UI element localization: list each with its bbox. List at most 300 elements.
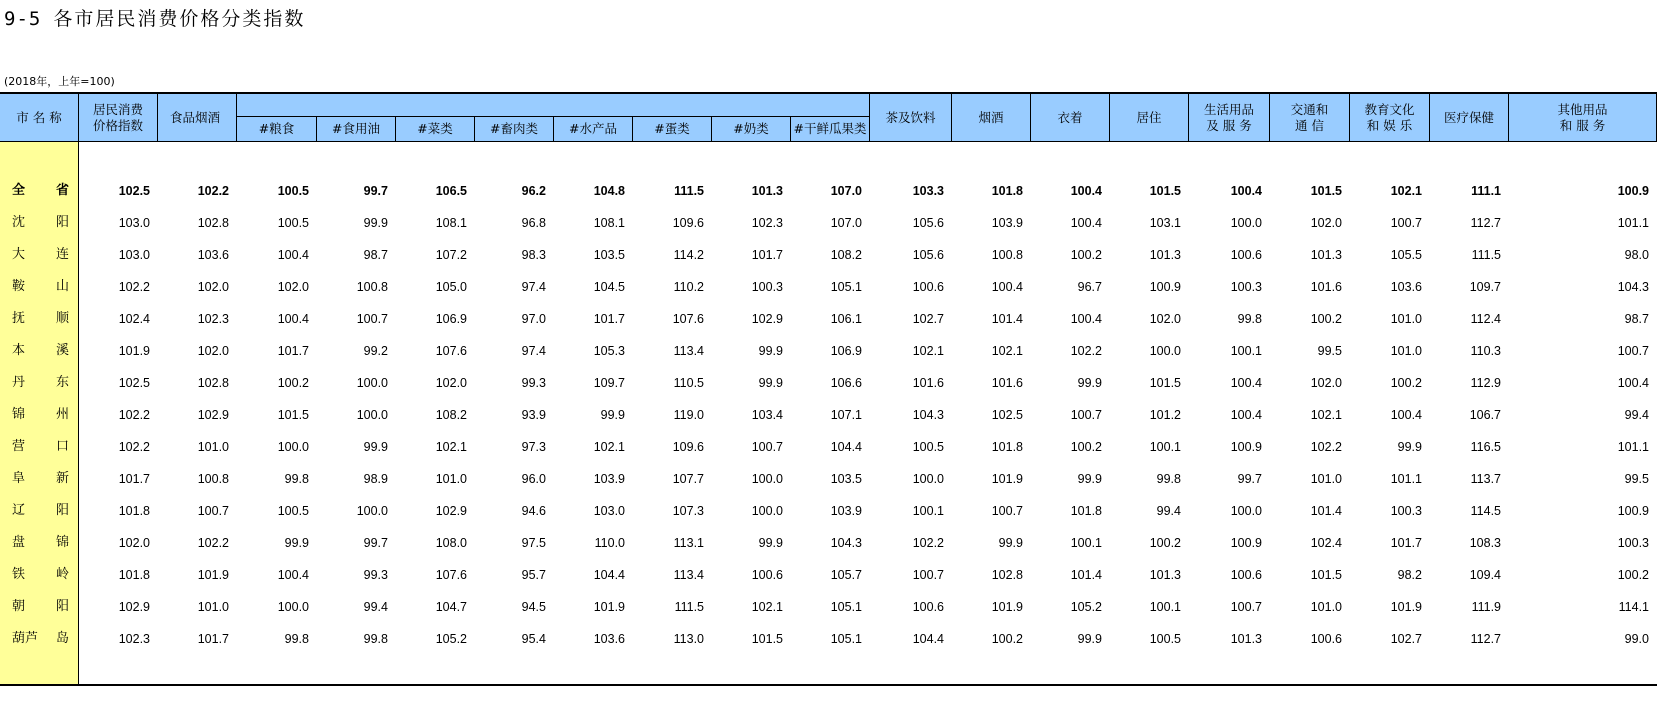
cell-food: 101.7 bbox=[197, 632, 229, 646]
cell-clothing: 96.7 bbox=[1077, 280, 1102, 294]
table-row bbox=[0, 239, 1657, 271]
cell-milk: 102.1 bbox=[751, 600, 783, 614]
cell-other: 99.5 bbox=[1624, 472, 1649, 486]
cell-clothing: 100.4 bbox=[1070, 216, 1102, 230]
cell-food: 102.2 bbox=[197, 536, 229, 550]
cell-oil: 99.3 bbox=[363, 568, 388, 582]
city-name-part: 本 bbox=[12, 343, 26, 358]
cell-aquatic: 104.4 bbox=[593, 568, 625, 582]
city-name-part: 鞍 bbox=[12, 279, 26, 294]
cell-milk: 99.9 bbox=[758, 376, 783, 390]
header-egg: #蛋类 bbox=[633, 117, 712, 142]
cell-veg: 105.2 bbox=[435, 632, 467, 646]
cell-milk: 99.9 bbox=[758, 344, 783, 358]
table-row bbox=[0, 303, 1657, 335]
cell-food: 102.3 bbox=[197, 312, 229, 326]
cell-tobacco: 102.8 bbox=[991, 568, 1023, 582]
cell-tea: 100.6 bbox=[912, 600, 944, 614]
cell-grain: 100.5 bbox=[277, 216, 309, 230]
table-code: 9-5 bbox=[4, 8, 42, 30]
cell-transport: 101.5 bbox=[1310, 568, 1342, 582]
cell-tea: 102.2 bbox=[912, 536, 944, 550]
header-cpi: 居民消费 价格指数 bbox=[79, 94, 158, 142]
cell-meat: 95.7 bbox=[521, 568, 546, 582]
cell-aquatic: 101.9 bbox=[593, 600, 625, 614]
cell-household: 101.3 bbox=[1230, 632, 1262, 646]
cell-meat: 98.3 bbox=[521, 248, 546, 262]
cell-egg: 113.4 bbox=[673, 344, 704, 358]
cell-food: 103.6 bbox=[197, 248, 229, 262]
cell-education: 100.3 bbox=[1390, 504, 1422, 518]
cell-other: 100.4 bbox=[1617, 376, 1649, 390]
cell-milk: 100.0 bbox=[751, 504, 783, 518]
cell-meat: 97.3 bbox=[521, 440, 546, 454]
cell-education: 102.1 bbox=[1390, 184, 1422, 198]
cell-meat: 94.5 bbox=[521, 600, 546, 614]
cell-oil: 100.0 bbox=[356, 408, 388, 422]
cell-fruit: 105.7 bbox=[830, 568, 862, 582]
cell-medical: 112.7 bbox=[1470, 216, 1501, 230]
cell-food: 100.7 bbox=[197, 504, 229, 518]
header-city: 市 名 称 bbox=[0, 94, 79, 142]
cell-tea: 100.0 bbox=[912, 472, 944, 486]
table-title-text: 各市居民消费价格分类指数 bbox=[53, 8, 306, 30]
cell-transport: 101.6 bbox=[1310, 280, 1342, 294]
city-name-part: 岛 bbox=[55, 631, 69, 646]
cell-housing: 100.1 bbox=[1149, 440, 1181, 454]
cell-food: 102.0 bbox=[197, 344, 229, 358]
cell-household: 100.4 bbox=[1230, 408, 1262, 422]
cell-egg: 113.1 bbox=[673, 536, 704, 550]
city-name bbox=[0, 271, 79, 303]
city-name-part: 口 bbox=[55, 439, 69, 454]
cell-education: 101.0 bbox=[1390, 344, 1422, 358]
cell-veg: 107.6 bbox=[435, 344, 467, 358]
cell-fruit: 106.6 bbox=[830, 376, 862, 390]
cell-other: 100.2 bbox=[1617, 568, 1649, 582]
cell-meat: 97.4 bbox=[521, 280, 546, 294]
cell-housing: 101.5 bbox=[1149, 376, 1181, 390]
cell-tobacco: 103.9 bbox=[991, 216, 1023, 230]
cell-milk: 101.5 bbox=[751, 632, 783, 646]
cell-milk: 102.3 bbox=[751, 216, 783, 230]
header-transport: 交通和 通 信 bbox=[1270, 94, 1350, 142]
cell-medical: 108.3 bbox=[1469, 536, 1501, 550]
cell-meat: 99.3 bbox=[521, 376, 546, 390]
cell-food: 101.0 bbox=[197, 600, 229, 614]
cell-fruit: 104.4 bbox=[830, 440, 862, 454]
table-row bbox=[0, 495, 1657, 527]
cell-meat: 96.2 bbox=[521, 184, 546, 198]
cell-household: 100.4 bbox=[1230, 184, 1262, 198]
header-education: 教育文化 和 娱 乐 bbox=[1350, 94, 1430, 142]
cell-household: 100.9 bbox=[1230, 440, 1262, 454]
city-name bbox=[0, 207, 79, 239]
city-name-part: 抚 bbox=[12, 311, 26, 326]
cell-egg: 111.5 bbox=[674, 184, 704, 198]
cell-medical: 113.7 bbox=[1470, 472, 1501, 486]
cell-education: 100.7 bbox=[1390, 216, 1422, 230]
cell-grain: 100.0 bbox=[277, 600, 309, 614]
cell-food: 102.2 bbox=[197, 184, 229, 198]
city-name bbox=[0, 527, 79, 559]
cell-household: 100.4 bbox=[1230, 376, 1262, 390]
header-medical: 医疗保健 bbox=[1430, 94, 1509, 142]
cell-education: 101.1 bbox=[1390, 472, 1422, 486]
city-name-part: 阳 bbox=[55, 215, 69, 230]
cell-transport: 101.4 bbox=[1310, 504, 1342, 518]
cell-household: 99.7 bbox=[1237, 472, 1262, 486]
city-name bbox=[0, 591, 79, 623]
cell-household: 100.1 bbox=[1230, 344, 1262, 358]
cell-egg: 110.5 bbox=[673, 376, 704, 390]
cell-egg: 119.0 bbox=[673, 408, 704, 422]
cell-oil: 100.0 bbox=[356, 504, 388, 518]
cell-other: 100.9 bbox=[1617, 504, 1649, 518]
cell-cpi: 101.8 bbox=[118, 504, 150, 518]
cell-aquatic: 105.3 bbox=[593, 344, 625, 358]
cell-meat: 96.8 bbox=[521, 216, 546, 230]
cell-tea: 103.3 bbox=[912, 184, 944, 198]
header-milk: #奶类 bbox=[712, 117, 791, 142]
cell-education: 101.9 bbox=[1390, 600, 1422, 614]
cell-grain: 101.5 bbox=[277, 408, 309, 422]
cell-oil: 100.0 bbox=[356, 376, 388, 390]
cell-tobacco: 99.9 bbox=[998, 536, 1023, 550]
cell-aquatic: 103.6 bbox=[593, 632, 625, 646]
cell-food: 102.8 bbox=[197, 376, 229, 390]
cell-meat: 97.5 bbox=[521, 536, 546, 550]
cell-tobacco: 100.4 bbox=[991, 280, 1023, 294]
cell-household: 100.0 bbox=[1230, 216, 1262, 230]
cell-oil: 99.9 bbox=[363, 440, 388, 454]
city-name-part: 岭 bbox=[55, 567, 69, 582]
city-name-part: 大 bbox=[12, 247, 26, 262]
city-name-part: 沈 bbox=[12, 215, 26, 230]
cell-egg: 109.6 bbox=[672, 440, 704, 454]
cell-veg: 107.2 bbox=[435, 248, 467, 262]
cell-cpi: 102.2 bbox=[118, 280, 150, 294]
cell-tobacco: 100.2 bbox=[991, 632, 1023, 646]
cell-housing: 99.4 bbox=[1156, 504, 1181, 518]
cell-clothing: 99.9 bbox=[1077, 376, 1102, 390]
cell-education: 105.5 bbox=[1390, 248, 1422, 262]
city-name bbox=[0, 367, 79, 399]
cell-milk: 100.7 bbox=[751, 440, 783, 454]
city-name-part: 阳 bbox=[55, 503, 69, 518]
city-name-part: 溪 bbox=[55, 343, 69, 358]
cell-education: 102.7 bbox=[1390, 632, 1422, 646]
city-name bbox=[0, 559, 79, 591]
cell-grain: 100.5 bbox=[277, 184, 309, 198]
cell-veg: 106.5 bbox=[435, 184, 467, 198]
cell-housing: 100.1 bbox=[1149, 600, 1181, 614]
cell-aquatic: 99.9 bbox=[600, 408, 625, 422]
cell-grain: 102.0 bbox=[277, 280, 309, 294]
cell-fruit: 107.0 bbox=[830, 216, 862, 230]
city-name-part: 省 bbox=[55, 183, 69, 198]
cell-cpi: 102.0 bbox=[118, 536, 150, 550]
cell-milk: 101.7 bbox=[751, 248, 783, 262]
cell-household: 100.3 bbox=[1230, 280, 1262, 294]
header-grain: #粮食 bbox=[237, 117, 317, 142]
cell-medical: 112.4 bbox=[1470, 312, 1501, 326]
cell-egg: 110.2 bbox=[673, 280, 704, 294]
cell-veg: 107.6 bbox=[435, 568, 467, 582]
cell-housing: 101.5 bbox=[1149, 184, 1181, 198]
table-row bbox=[0, 591, 1657, 623]
cell-transport: 102.0 bbox=[1310, 216, 1342, 230]
table-row bbox=[0, 559, 1657, 591]
cell-transport: 102.1 bbox=[1310, 408, 1342, 422]
city-name bbox=[0, 431, 79, 463]
cell-egg: 113.4 bbox=[673, 568, 704, 582]
city-name-part: 辽 bbox=[12, 503, 26, 518]
city-name-part: 盘 bbox=[12, 535, 26, 550]
cell-education: 100.2 bbox=[1390, 376, 1422, 390]
cell-tea: 104.3 bbox=[912, 408, 944, 422]
city-name-part: 连 bbox=[55, 247, 69, 262]
cell-medical: 112.7 bbox=[1470, 632, 1501, 646]
cell-tea: 104.4 bbox=[912, 632, 944, 646]
header-food: 食品烟酒 bbox=[158, 94, 237, 142]
cell-clothing: 99.9 bbox=[1077, 472, 1102, 486]
table-title bbox=[4, 4, 305, 31]
cell-cpi: 102.2 bbox=[118, 440, 150, 454]
table-row bbox=[0, 623, 1657, 655]
cell-fruit: 105.1 bbox=[830, 280, 862, 294]
city-name bbox=[0, 335, 79, 367]
table-row bbox=[0, 335, 1657, 367]
city-name-part: 阜 bbox=[12, 471, 26, 486]
cell-cpi: 101.9 bbox=[118, 344, 150, 358]
cell-housing: 100.0 bbox=[1149, 344, 1181, 358]
cell-household: 100.0 bbox=[1230, 504, 1262, 518]
cell-cpi: 101.8 bbox=[118, 568, 150, 582]
cell-food: 101.0 bbox=[197, 440, 229, 454]
city-name bbox=[0, 175, 79, 207]
cell-tobacco: 101.9 bbox=[991, 600, 1023, 614]
header-tea: 茶及饮料 bbox=[870, 94, 952, 142]
cell-oil: 99.2 bbox=[363, 344, 388, 358]
cell-transport: 101.5 bbox=[1310, 184, 1342, 198]
cell-other: 100.7 bbox=[1617, 344, 1649, 358]
city-name bbox=[0, 623, 79, 655]
cell-grain: 99.8 bbox=[284, 472, 309, 486]
city-name-part: 东 bbox=[55, 375, 69, 390]
city-name bbox=[0, 239, 79, 271]
city-name-part: 葫芦 bbox=[12, 631, 39, 646]
header-housing: 居住 bbox=[1110, 94, 1189, 142]
cell-household: 100.6 bbox=[1230, 248, 1262, 262]
table-row bbox=[0, 207, 1657, 239]
table-row-total bbox=[0, 175, 1657, 207]
cell-egg: 107.3 bbox=[672, 504, 704, 518]
cell-fruit: 105.1 bbox=[830, 600, 862, 614]
cell-transport: 100.6 bbox=[1310, 632, 1342, 646]
cell-clothing: 105.2 bbox=[1070, 600, 1102, 614]
cell-veg: 102.1 bbox=[435, 440, 467, 454]
cell-education: 103.6 bbox=[1390, 280, 1422, 294]
cell-housing: 102.0 bbox=[1149, 312, 1181, 326]
cell-tobacco: 101.6 bbox=[991, 376, 1023, 390]
cell-transport: 102.4 bbox=[1310, 536, 1342, 550]
cell-fruit: 104.3 bbox=[830, 536, 862, 550]
cell-other: 99.0 bbox=[1624, 632, 1649, 646]
cell-aquatic: 109.7 bbox=[593, 376, 625, 390]
cell-grain: 99.9 bbox=[284, 536, 309, 550]
cell-clothing: 100.7 bbox=[1070, 408, 1102, 422]
cell-tobacco: 100.8 bbox=[991, 248, 1023, 262]
cell-medical: 116.5 bbox=[1470, 440, 1501, 454]
header-meat: #畜肉类 bbox=[475, 117, 554, 142]
city-name bbox=[0, 303, 79, 335]
cell-veg: 106.9 bbox=[435, 312, 467, 326]
cell-milk: 102.9 bbox=[751, 312, 783, 326]
cell-oil: 99.9 bbox=[363, 216, 388, 230]
cell-transport: 101.0 bbox=[1310, 600, 1342, 614]
cell-housing: 100.2 bbox=[1149, 536, 1181, 550]
cell-transport: 101.3 bbox=[1310, 248, 1342, 262]
cell-milk: 99.9 bbox=[758, 536, 783, 550]
cell-housing: 99.8 bbox=[1156, 472, 1181, 486]
cell-meat: 97.0 bbox=[521, 312, 546, 326]
cell-medical: 111.5 bbox=[1471, 248, 1501, 262]
cell-oil: 99.8 bbox=[363, 632, 388, 646]
cell-food: 102.0 bbox=[197, 280, 229, 294]
cell-food: 101.9 bbox=[197, 568, 229, 582]
cell-transport: 100.2 bbox=[1310, 312, 1342, 326]
cell-medical: 109.7 bbox=[1469, 280, 1501, 294]
city-name-part: 新 bbox=[55, 471, 69, 486]
cell-fruit: 107.1 bbox=[830, 408, 862, 422]
header-tobacco: 烟酒 bbox=[952, 94, 1031, 142]
cell-grain: 101.7 bbox=[277, 344, 309, 358]
cell-veg: 102.0 bbox=[435, 376, 467, 390]
cell-grain: 100.0 bbox=[277, 440, 309, 454]
cell-household: 99.8 bbox=[1237, 312, 1262, 326]
cell-medical: 112.9 bbox=[1470, 376, 1501, 390]
city-name bbox=[0, 399, 79, 431]
cell-cpi: 102.5 bbox=[118, 376, 150, 390]
cell-medical: 111.1 bbox=[1471, 184, 1501, 198]
cell-meat: 96.0 bbox=[521, 472, 546, 486]
cell-clothing: 100.4 bbox=[1070, 312, 1102, 326]
cell-egg: 114.2 bbox=[673, 248, 704, 262]
table-row bbox=[0, 399, 1657, 431]
cell-veg: 108.2 bbox=[435, 408, 467, 422]
cell-housing: 100.9 bbox=[1149, 280, 1181, 294]
cell-aquatic: 103.5 bbox=[593, 248, 625, 262]
cell-veg: 102.9 bbox=[435, 504, 467, 518]
city-name-part: 锦 bbox=[12, 407, 26, 422]
cell-clothing: 100.2 bbox=[1070, 248, 1102, 262]
city-name-part: 顺 bbox=[55, 311, 69, 326]
cell-tea: 100.7 bbox=[912, 568, 944, 582]
cell-aquatic: 103.9 bbox=[593, 472, 625, 486]
cell-medical: 111.9 bbox=[1471, 600, 1501, 614]
cell-clothing: 101.8 bbox=[1070, 504, 1102, 518]
cell-tobacco: 101.8 bbox=[991, 184, 1023, 198]
header-fruit: #干鲜瓜果类 bbox=[791, 117, 870, 142]
cell-other: 114.1 bbox=[1618, 600, 1649, 614]
cell-other: 100.9 bbox=[1617, 184, 1649, 198]
cell-clothing: 101.4 bbox=[1070, 568, 1102, 582]
cell-tea: 100.1 bbox=[912, 504, 944, 518]
cell-veg: 105.0 bbox=[435, 280, 467, 294]
cell-clothing: 100.2 bbox=[1070, 440, 1102, 454]
cell-grain: 99.8 bbox=[284, 632, 309, 646]
cell-tea: 102.7 bbox=[912, 312, 944, 326]
cell-education: 100.4 bbox=[1390, 408, 1422, 422]
cell-tobacco: 100.7 bbox=[991, 504, 1023, 518]
city-name-part: 阳 bbox=[55, 599, 69, 614]
cell-other: 101.1 bbox=[1617, 440, 1649, 454]
cell-other: 100.3 bbox=[1617, 536, 1649, 550]
cell-tobacco: 101.4 bbox=[991, 312, 1023, 326]
bottom-rule bbox=[0, 684, 1657, 686]
cell-housing: 101.2 bbox=[1149, 408, 1181, 422]
city-name bbox=[0, 463, 79, 495]
cell-oil: 99.7 bbox=[363, 184, 388, 198]
city-name-part: 铁 bbox=[12, 567, 26, 582]
table-row bbox=[0, 431, 1657, 463]
cell-housing: 103.1 bbox=[1149, 216, 1181, 230]
cell-egg: 107.6 bbox=[672, 312, 704, 326]
cell-veg: 101.0 bbox=[435, 472, 467, 486]
city-name-part: 营 bbox=[12, 439, 26, 454]
cell-transport: 102.2 bbox=[1310, 440, 1342, 454]
cell-education: 101.7 bbox=[1390, 536, 1422, 550]
cell-oil: 100.7 bbox=[356, 312, 388, 326]
cell-aquatic: 102.1 bbox=[593, 440, 625, 454]
cell-housing: 101.3 bbox=[1149, 568, 1181, 582]
cell-tobacco: 101.8 bbox=[991, 440, 1023, 454]
city-name bbox=[0, 495, 79, 527]
city-name-part: 山 bbox=[55, 279, 69, 294]
header-other: 其他用品 和 服 务 bbox=[1509, 94, 1657, 142]
table-row bbox=[0, 367, 1657, 399]
cell-milk: 100.3 bbox=[751, 280, 783, 294]
header-clothing: 衣着 bbox=[1031, 94, 1110, 142]
cell-household: 100.7 bbox=[1230, 600, 1262, 614]
cell-other: 104.3 bbox=[1617, 280, 1649, 294]
cell-grain: 100.4 bbox=[277, 248, 309, 262]
cell-other: 101.1 bbox=[1617, 216, 1649, 230]
cell-food: 102.9 bbox=[197, 408, 229, 422]
cell-aquatic: 104.8 bbox=[593, 184, 625, 198]
cell-tea: 100.5 bbox=[912, 440, 944, 454]
cell-aquatic: 110.0 bbox=[594, 536, 625, 550]
cell-meat: 95.4 bbox=[521, 632, 546, 646]
cell-egg: 111.5 bbox=[674, 600, 704, 614]
cell-aquatic: 101.7 bbox=[593, 312, 625, 326]
cell-milk: 103.4 bbox=[751, 408, 783, 422]
header-subcategory-band bbox=[237, 94, 870, 117]
cell-tea: 105.6 bbox=[912, 248, 944, 262]
cell-transport: 101.0 bbox=[1310, 472, 1342, 486]
cell-fruit: 106.1 bbox=[830, 312, 862, 326]
cell-medical: 106.7 bbox=[1469, 408, 1501, 422]
cell-veg: 104.7 bbox=[435, 600, 467, 614]
cell-grain: 100.5 bbox=[277, 504, 309, 518]
cell-milk: 101.3 bbox=[751, 184, 783, 198]
cell-oil: 98.7 bbox=[363, 248, 388, 262]
cell-transport: 102.0 bbox=[1310, 376, 1342, 390]
cell-cpi: 103.0 bbox=[118, 216, 150, 230]
cell-fruit: 106.9 bbox=[830, 344, 862, 358]
cell-tobacco: 102.1 bbox=[991, 344, 1023, 358]
